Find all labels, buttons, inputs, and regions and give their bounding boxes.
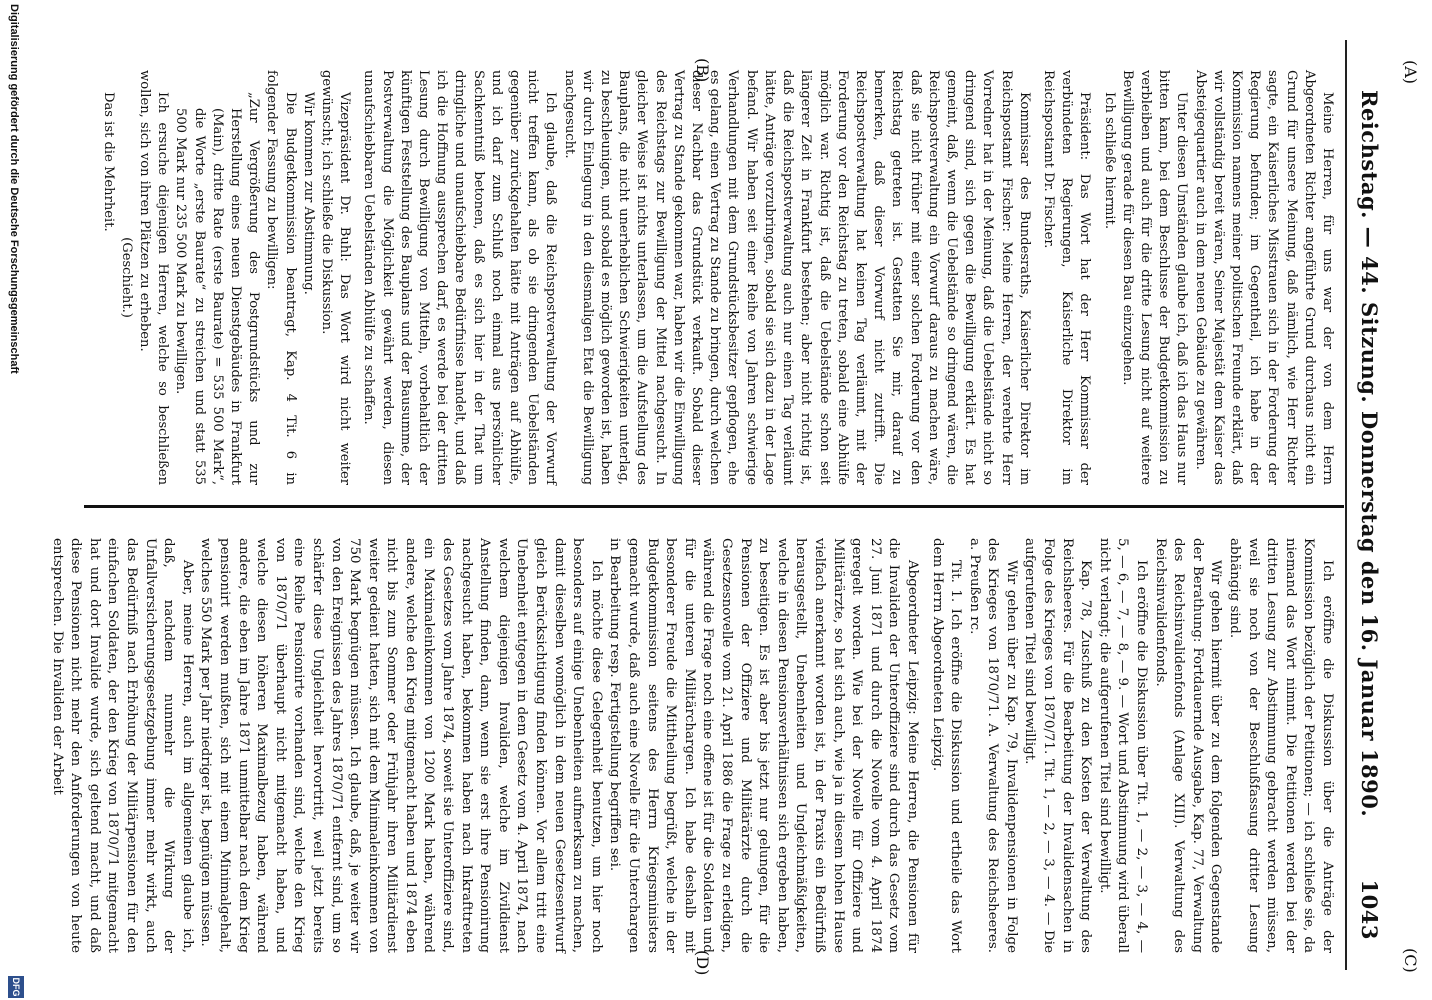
paragraph: Ich glaube, daß die Reichspostverwaltung der Vorwurf nicht treffen kann, als ob sie dringenden Uebelständen gegenüber zurückgehalten hätte mit Anträgen auf Abhülfe, und ich darf zum Schluß noch einmal aus persönlicher Sachkenntniß betonen, daß es sich hier in der That um dringliche und unaufschiebbare Bedürfnisse handelt, und daß ich die Hoffnung aussprechen darf, es werde bei der dritten Lesung durch Bewilligung von Mitteln, vorbehaltlich der künftigen Feststellung des Bauplans und der Bausumme, der Postverwaltung die Möglichkeit gewährt werden, diesen unaufschiebbaren Uebelständen Abhülfe zu schaffen. [361, 70, 559, 485]
paragraph: Wir gehen hiermit über zu dem folgenden Gegenstande der Berathung: Fortdauernde Ausgabe, Kap. 77, Verwaltung des Reichsinvalidenfonds (Anlage XIII). Verwaltung des Reichsinvalidenfonds. [1152, 538, 1224, 953]
margin-marker-a: (A) [1401, 60, 1420, 85]
paragraph: Aber, meine Herren, auch im allgemeinen glaube ich, daß, nachdem nunmehr die Wirkung der Unfallversicherungsgesetzgebung immer mehr wirkt, auch das Bedürfniß nach Erhöhung der Militärpensionen für den einfachen Soldaten, der den Krieg von 1870/71 mitgemacht hat und dort Invalide wurde, sich geltend macht, und daß diese Pensionen nicht mehr den Anforderungen von heute entsprechen. Die Invaliden der Arbeit [49, 538, 195, 953]
right-column [47, 538, 1336, 953]
paragraph: Das ist die Mehrheit. [100, 92, 116, 232]
dfg-logo: DFG [8, 976, 24, 998]
column-rule [84, 505, 1344, 508]
paragraph: Die Budgetkommission beantragt, Kap. 4 Tit. 6 in folgender Fassung zu bewilligen: [264, 70, 298, 485]
margin-marker-d: (D) [693, 950, 712, 976]
paragraph: Tit. 1. Ich eröffne die Diskussion und ertheile das Wort dem Herrn Abgeordneten Leipzig. [929, 538, 964, 953]
paragraph: Wir gehen über zu Kap. 79, Invalidenpensionen in Folge des Krieges von 1870/71. A. Verwaltung des Reichsheeres. a. Preußen rc. [966, 538, 1019, 953]
page-number: 1043 [1357, 879, 1382, 940]
digitization-credit: Digitalisierung gefördert durch die Deutsche Forschungsgemeinschaft [8, 4, 20, 374]
running-head: Reichstag. — 44. Sitzung. Donnerstag den 16. Januar 1890. [1357, 90, 1382, 818]
paragraph: Ich möchte diese Gelegenheit benutzen, um hier noch besonders auf einige Unebenheiten aufmerksam zu machen, damit dieselben womöglich in dem neuen Gesetzesentwurf gleich Berücksichtigung finden können. Vor allem tritt eine Unebenheit entgegen in dem Gesetz vom 4. April 1874, nach welchem diejenigen Invaliden, welche im Zivildienst Anstellung finden, dann, wenn sie erst ihre Pensionirung nachgesucht haben, bekommen haben nach Inkrafttreten des Gesetzes vom Jahre 1874, soweit sie Unteroffiziere sind, ein Maximaleinkommen von 1200 Mark haben, während andere, welche den Krieg mitgemacht haben und 1874 eben nicht bis zum Sommer oder Frühjahr ihren Militärdienst weiter gedient hatten, sich mit dem Minimaleinkommen von 750 Mark begnügen müssen. Ich glaube, daß, je weiter wir von den Ereignissen des Jahres 1870/71 entfernt sind, um so schärfer diese Ungleichheit hervortritt, weil jetzt bereits eine Reihe Pensionirte vorhanden sind, welche den Krieg von 1870/71 überhaupt nicht mitgemacht haben, und welche diesen höheren Maximalbezug haben, während andere, die eben im Jahre 1871 unmittelbar nach dem Krieg pensionirt werden mußten, sich mit einem Minimalgehalt, welches 550 Mark per Jahr niedriger ist, begnügen müssen. [198, 538, 604, 953]
paragraph: Kap. 78, Zuschuß zu den Kosten der Verwaltung des Reichsheeres. Für die Bearbeitung der Invalidensachen in Folge des Krieges von 1870/71. Tit. 1, — 2, — 3, — 4. — Die aufgerufenen Titel sind bewilligt. [1022, 538, 1094, 953]
paragraph: Ich eröffne die Diskussion über die Anträge der Kommission bezüglich der Petitionen; — ich schließe sie, da niemand das Wort nimmt. Die Petitionen werden bei der dritten Lesung zur Abstimmung gebracht werden müssen, weil sie noch von der Beschlußfassung dritter Lesung abhängig sind. [1227, 538, 1335, 953]
paragraph: Wir kommen zur Abstimmung. [300, 92, 316, 295]
left-column [98, 70, 1336, 485]
stage-direction: (Geschieht.) [118, 237, 134, 318]
speaker-paragraph: Präsident: Das Wort hat der Herr Kommissar der verbündeten Regierungen, Kaiserliche Direktor im Reichspostamt Dr. Fischer. [1040, 70, 1093, 485]
speaker-paragraph: Vizepräsident Dr. Buhl: Das Wort wird nicht weiter gewünscht; ich schließe die Diskussion. [319, 70, 353, 485]
margin-marker-c: (C) [1401, 948, 1420, 973]
paragraph: Ich ersuche diejenigen Herren, welche so beschließen wollen, sich von ihren Plätzen zu erheben. [137, 70, 171, 485]
paragraph: Ich schließe hiermit. [1101, 92, 1117, 230]
paragraph: Meine Herren, für uns war der von dem Herrn Abgeordneten Richter angeführte Grund durchaus nicht ein Grund für unsere Meinung, daß nämlich, wie Herr Richter sagte, ein Kaiserliches Misstrauen sich in der Forderung der Regierung befunden; im Gegentheil, ich habe in der Kommission namens meiner politischen Freunde erklärt, daß wir vollständig bereit wären, Seiner Majestät dem Kaiser das Absteigequartier auch in dem neuen Gebäude zu gewähren. [1192, 70, 1335, 485]
paragraph: Unter diesen Umständen glaube ich, daß ich das Haus nur bitten kann, bei dem Beschlusse der Budgetkommission zu verbleiben und auch für die dritte Lesung nicht auf weitere Bewilligung gerade für diesen Bau einzugehen. [1119, 70, 1190, 485]
page-header [1350, 60, 1386, 940]
speaker-paragraph: Abgeordneter Leipzig: Meine Herren, die Pensionen für die Invaliden der Unteroffiziere sind durch das Gesetz vom 27. Juni 1871 und durch die Novelle vom 4. April 1874 geregelt worden. Wie bei der Novelle für Offiziere und Militärärzte, so hat sich auch, wie ja in diesem hohen Hause vielfach anerkannt worden ist, in der Praxis ein Bedürfniß herausgestellt, Unebenheiten und Ungleichmäßigkeiten, welche in diesen Pensionsverhältnissen sich ergeben haben, zu beseitigen. Es ist aber bis jetzt nur gelungen, für die Pensionen der Offiziere und Militärärzte durch die Gesetzesnovelle vom 21. April 1886 die Frage zu erledigen, während die Frage noch eine offene ist für die Soldaten und für die unteren Militärchargen. Ich habe deshalb mit besonderer Freude die Mittheilung begrüßt, welche in der Budgetkommission seitens des Herrn Kriegsministers gemacht wurde, daß auch eine Novelle für die Unterchargen in Bearbeitung resp. Fertigstellung begriffen sei. [607, 538, 920, 953]
header-rule [1345, 40, 1347, 970]
footer [0, 0, 30, 1000]
quoted-motion: „Zur Vergrößerung des Postgrundstücks und zur Herstellung eines neuen Dienstgebäudes in Frankfurt (Main), dritte Rate (erste Baurate) = 535 500 Mark“, die Worte „erste Baurate“ zu streichen und statt 535 500 Mark nur 235 500 Mark zu bewilligen. [173, 92, 262, 485]
margin-marker-b: (B) [693, 58, 712, 83]
paragraph: Ich eröffne die Diskussion über Tit. 1, — 2, — 3, — 4, — 5, — 6, — 7, — 8, — 9. — Wort und Abstimmung wird überall nicht verlangt; die aufgerufenen Titel sind bewilligt. [1096, 538, 1150, 953]
speaker-paragraph: Kommissar des Bundesraths, Kaiserlicher Direktor im Reichspostamt Fischer: Meine Herren, der verehrte Herr Vorredner hat in der Meinung, daß die Uebelstände nicht so dringend sind, sich gegen die Bewilligung erklärt. Es hat gemeint, daß, wenn die Uebelstände so dringend wären, die Reichspostverwaltung ein Vorwurf daraus zu machen wäre, daß sie nicht früher mit einer solchen Forderung vor den Reichstag getreten ist. Gestatten Sie mir, darauf zu bemerken, daß dieser Vorwurf nicht zutrifft. Die Reichspostverwaltung hat keinen Tag verläumt, mit der Forderung vor den Reichstag zu treten, sobald eine Abhülfe möglich war. Richtig ist, daß die Uebelstände schon seit längerer Zeit in Frankfurt bestehen; aber nicht richtig ist, daß die Reichspostverwaltung auch nur einen Tag verläumt hätte, Anträge vorzubringen, sobald sie sich dazu in der Lage befand. Wir haben seit einer Reihe von Jahren schwierige Verhandlungen mit dem Grundstücksbesitzer gepflogen, ehe es gelang, einen Vertrag zu Stande zu bringen, durch welchen dieser Nachbar das Grundstück verkauft. Sobald dieser Vertrag zu Stande gekommen war, haben wir die Einwilligung des Reichstags zur Bewilligung der Mittel nachgesucht. In gleicher Weise ist nichts unterlassen, um die Aufstellung des Bauplans, die nicht unerheblichen Schwierigkeiten unterlag, zu beschleunigen, und sobald es möglich geworden ist, haben wir durch Einlegung in den diesmaligen Etat die Bewilligung nachgesucht. [561, 70, 1032, 485]
